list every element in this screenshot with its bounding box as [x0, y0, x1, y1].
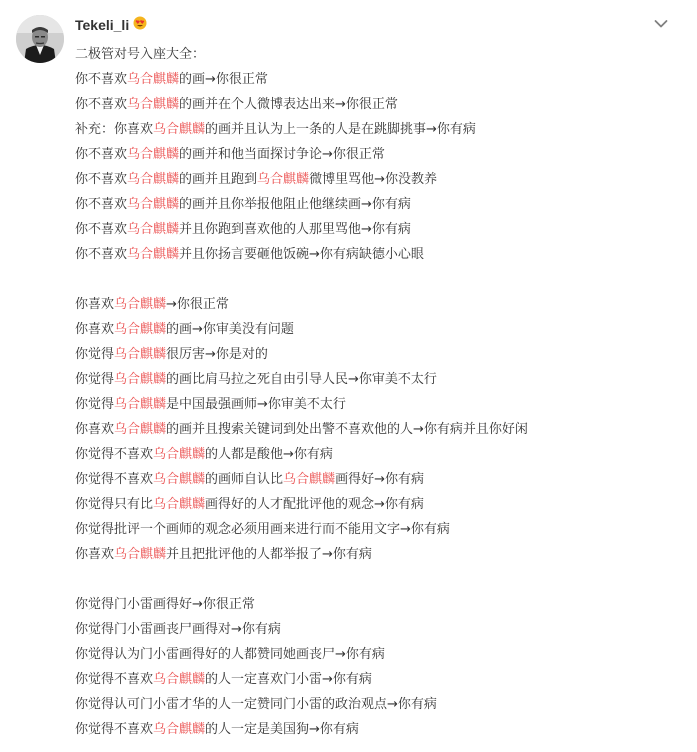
topic-link[interactable]: 乌合麒麟: [153, 447, 206, 462]
post-text-line: [75, 92, 677, 117]
text-segment: 你不喜欢: [75, 197, 128, 212]
text-segment: 你觉得门小雷画得好→你很正常: [75, 597, 255, 612]
post-text-line: [75, 142, 677, 167]
post-text-line: [75, 317, 677, 342]
post-header: [75, 15, 147, 35]
text-segment: 你觉得门小雷画丧尸画得对→你有病: [75, 622, 281, 637]
text-segment: 的画并和他当面探讨争论→你很正常: [179, 147, 385, 162]
topic-link[interactable]: 乌合麒麟: [127, 172, 180, 187]
post-text-line: [75, 342, 677, 367]
text-segment: 二极管对号入座大全：: [75, 47, 206, 62]
topic-link[interactable]: 乌合麒麟: [114, 547, 167, 562]
text-segment: 你觉得认可门小雷才华的人一定赞同门小雷的政治观点→你有病: [75, 697, 437, 712]
text-segment: 画得好的人才配批评他的观念→你有病: [205, 497, 424, 512]
text-segment: 的画并且跑到: [179, 172, 258, 187]
post-text-line: [75, 67, 677, 92]
topic-link[interactable]: 乌合麒麟: [114, 372, 167, 387]
topic-link[interactable]: 乌合麒麟: [153, 672, 206, 687]
text-segment: 的画并在个人微博表达出来→你很正常: [179, 97, 398, 112]
text-segment: 你觉得不喜欢: [75, 722, 154, 737]
topic-link[interactable]: 乌合麒麟: [153, 472, 206, 487]
topic-link[interactable]: 乌合麒麟: [153, 722, 206, 737]
post-text-line: [75, 692, 677, 717]
topic-link[interactable]: 乌合麒麟: [257, 172, 310, 187]
chevron-down-icon: [653, 16, 669, 32]
text-segment: 你不喜欢: [75, 172, 128, 187]
post-text-line: [75, 192, 677, 217]
topic-link[interactable]: 乌合麒麟: [114, 322, 167, 337]
text-segment: 微博里骂他→你没教养: [309, 172, 437, 187]
blank-line: [75, 267, 677, 292]
topic-link[interactable]: 乌合麒麟: [127, 222, 180, 237]
avatar[interactable]: [16, 15, 64, 63]
topic-link[interactable]: 乌合麒麟: [114, 422, 167, 437]
text-segment: 补充：你喜欢: [75, 122, 154, 137]
text-segment: →你很正常: [166, 297, 229, 312]
text-segment: 你不喜欢: [75, 222, 128, 237]
post-text-line: [75, 542, 677, 567]
avatar-portrait-image: [16, 15, 64, 63]
text-segment: 的画→你审美没有问题: [166, 322, 294, 337]
text-segment: 你喜欢: [75, 547, 115, 562]
topic-link[interactable]: 乌合麒麟: [114, 347, 167, 362]
post-text-line: [75, 442, 677, 467]
post-text-line: [75, 467, 677, 492]
text-segment: 你觉得不喜欢: [75, 672, 154, 687]
text-segment: 很厉害→你是对的: [166, 347, 268, 362]
blank-line: [75, 567, 677, 592]
text-segment: 你觉得: [75, 397, 115, 412]
heart-eyes-emoji-icon: [133, 15, 147, 35]
text-segment: 你觉得不喜欢: [75, 472, 154, 487]
topic-link[interactable]: 乌合麒麟: [114, 297, 167, 312]
text-segment: 你觉得认为门小雷画得好的人都赞同她画丧尸→你有病: [75, 647, 385, 662]
post-text-line: [75, 167, 677, 192]
text-segment: 你觉得批评一个画师的观念必须用画来进行而不能用文字→你有病: [75, 522, 450, 537]
text-segment: 你觉得只有比: [75, 497, 154, 512]
post-text-line: [75, 242, 677, 267]
post-text-line: [75, 292, 677, 317]
text-segment: 你觉得: [75, 372, 115, 387]
post-text-line: [75, 492, 677, 517]
topic-link[interactable]: 乌合麒麟: [114, 397, 167, 412]
text-segment: 你不喜欢: [75, 147, 128, 162]
text-segment: 的画师自认比: [205, 472, 284, 487]
text-segment: 的画并且你举报他阻止他继续画→你有病: [179, 197, 411, 212]
text-segment: 的画比肩马拉之死自由引导人民→你审美不太行: [166, 372, 437, 387]
topic-link[interactable]: 乌合麒麟: [127, 97, 180, 112]
text-segment: 你不喜欢: [75, 97, 128, 112]
text-segment: 是中国最强画师→你审美不太行: [166, 397, 346, 412]
topic-link[interactable]: 乌合麒麟: [283, 472, 336, 487]
username-link[interactable]: Tekeli_li: [75, 17, 130, 33]
post-text-line: [75, 717, 677, 742]
text-segment: 你不喜欢: [75, 247, 128, 262]
post-text-line: [75, 592, 677, 617]
text-segment: 的画并且搜索关键词到处出警不喜欢他的人→你有病并且你好闲: [166, 422, 528, 437]
post-text-line: [75, 42, 677, 67]
topic-link[interactable]: 乌合麒麟: [127, 197, 180, 212]
text-segment: 你不喜欢: [75, 72, 128, 87]
post-text-line: [75, 117, 677, 142]
topic-link[interactable]: 乌合麒麟: [127, 147, 180, 162]
post-text-line: [75, 642, 677, 667]
text-segment: 的人都是酸他→你有病: [205, 447, 333, 462]
text-segment: 你觉得: [75, 347, 115, 362]
text-segment: 画得好→你有病: [335, 472, 424, 487]
post-text-line: [75, 667, 677, 692]
text-segment: 你喜欢: [75, 297, 115, 312]
text-segment: 你觉得不喜欢: [75, 447, 154, 462]
post-text-line: [75, 392, 677, 417]
text-segment: 的人一定是美国狗→你有病: [205, 722, 359, 737]
post-menu-button[interactable]: [653, 16, 669, 32]
text-segment: 并且把批评他的人都举报了→你有病: [166, 547, 372, 562]
post-content: [75, 42, 677, 742]
text-segment: 你喜欢: [75, 422, 115, 437]
post-text-line: [75, 417, 677, 442]
post-text-line: [75, 517, 677, 542]
text-segment: 的画并且认为上一条的人是在跳脚挑事→你有病: [205, 122, 476, 137]
text-segment: 你喜欢: [75, 322, 115, 337]
text-segment: 并且你扬言要砸他饭碗→你有病缺德小心眼: [179, 247, 424, 262]
post-text-line: [75, 217, 677, 242]
topic-link[interactable]: 乌合麒麟: [153, 122, 206, 137]
post-text-line: [75, 617, 677, 642]
text-segment: 的人一定喜欢门小雷→你有病: [205, 672, 372, 687]
text-segment: 并且你跑到喜欢他的人那里骂他→你有病: [179, 222, 411, 237]
text-segment: 的画→你很正常: [179, 72, 268, 87]
post-text-line: [75, 367, 677, 392]
topic-link[interactable]: 乌合麒麟: [127, 72, 180, 87]
topic-link[interactable]: 乌合麒麟: [127, 247, 180, 262]
topic-link[interactable]: 乌合麒麟: [153, 497, 206, 512]
